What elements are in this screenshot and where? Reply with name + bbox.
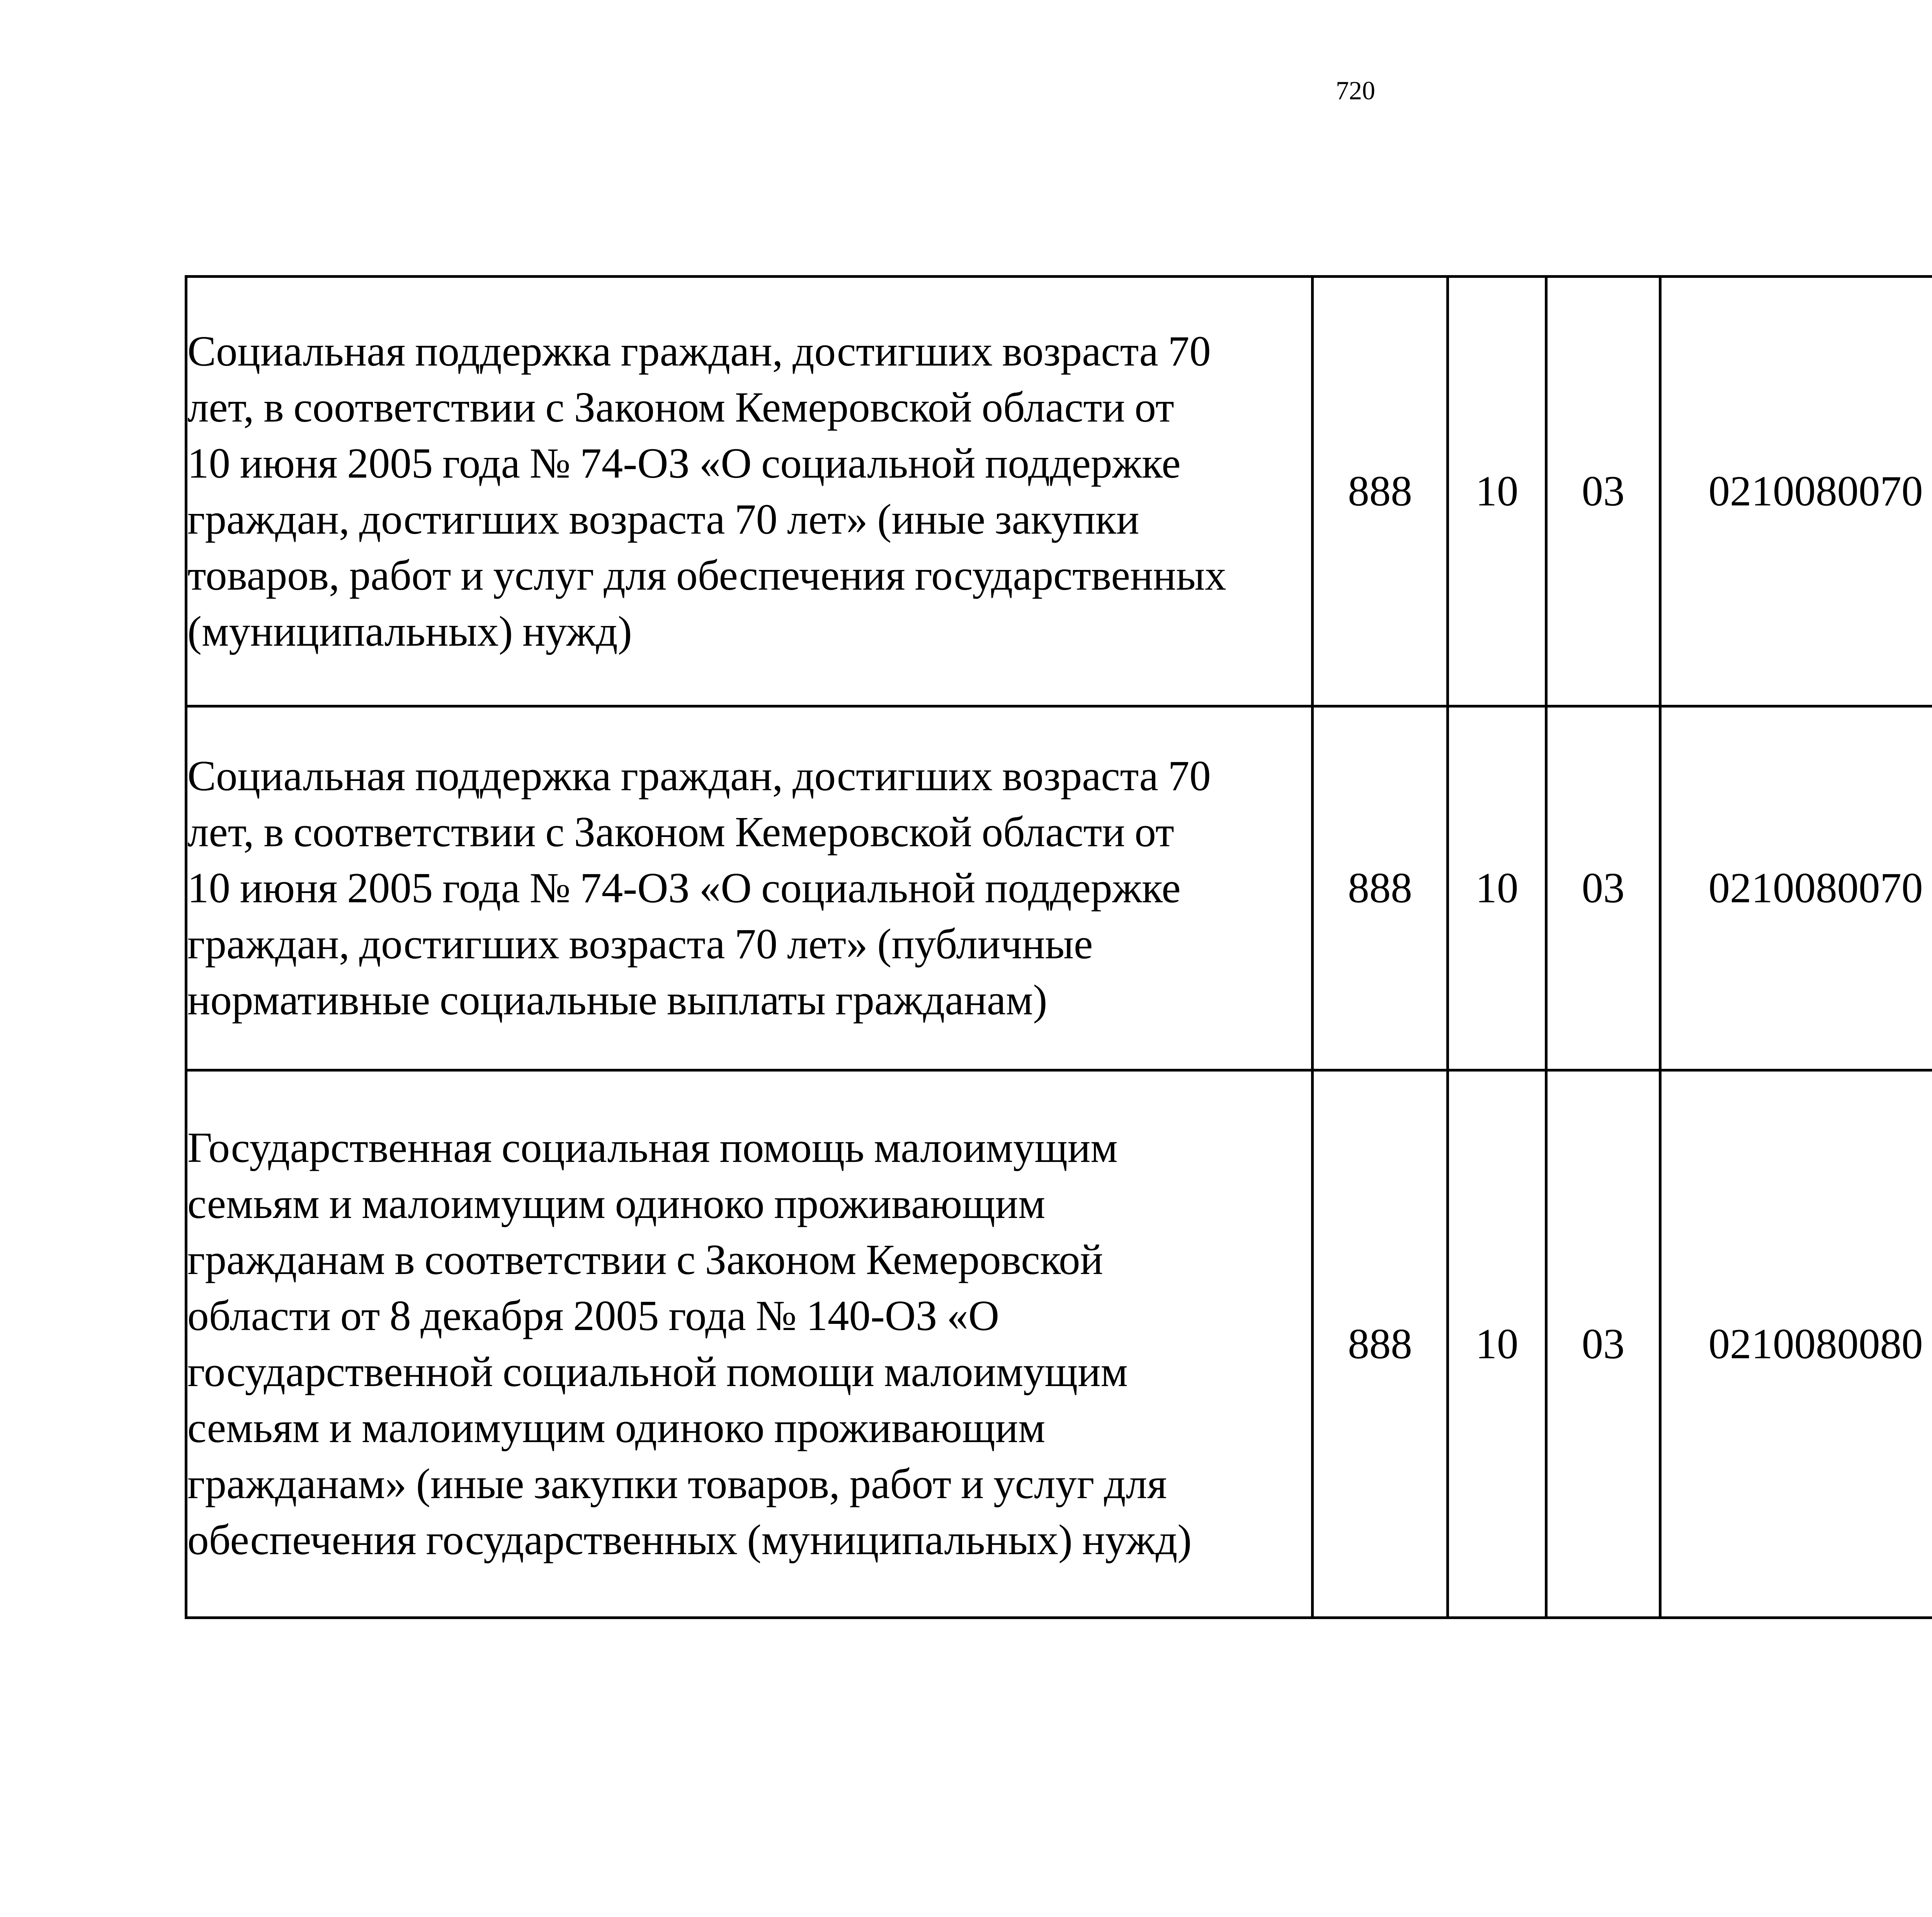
table-row: [186, 706, 1932, 1070]
target-article-code: 0210080070: [1660, 706, 1932, 1070]
row-description: Социальная поддержка граждан, достигших возраста 70 лет, в соответствии с Законом Кемеровской области от 10 июня 2005 года № 74-ОЗ «О социальной поддержке граждан, достигших возраста 70 лет» (иные закупки товаров, работ и услуг для обеспечения государственных (муниципальных) нужд): [186, 277, 1313, 706]
budget-table: [185, 275, 1932, 1619]
target-article-code: 0210080070: [1660, 277, 1932, 706]
ministry-code: 888: [1313, 277, 1448, 706]
ministry-code: 888: [1313, 706, 1448, 1070]
table-row: [186, 277, 1932, 706]
subsection-code: 03: [1546, 1070, 1660, 1618]
row-description: Государственная социальная помощь малоимущим семьям и малоимущим одиноко проживающим гражданам в соответствии с Законом Кемеровской области от 8 декабря 2005 года № 140-ОЗ «О государственной социальной помощи малоимущим семьям и малоимущим одиноко проживающим гражданам» (иные закупки товаров, работ и услуг для обеспечения государственных (муниципальных) нужд): [186, 1070, 1313, 1618]
target-article-code: 0210080080: [1660, 1070, 1932, 1618]
table-row: [186, 1070, 1932, 1618]
section-code: 10: [1448, 706, 1546, 1070]
page-number: 720: [1336, 76, 1375, 105]
row-description: Социальная поддержка граждан, достигших возраста 70 лет, в соответствии с Законом Кемеровской области от 10 июня 2005 года № 74-ОЗ «О социальной поддержке граждан, достигших возраста 70 лет» (публичные нормативные социальные выплаты гражданам): [186, 706, 1313, 1070]
section-code: 10: [1448, 277, 1546, 706]
subsection-code: 03: [1546, 706, 1660, 1070]
section-code: 10: [1448, 1070, 1546, 1618]
subsection-code: 03: [1546, 277, 1660, 706]
ministry-code: 888: [1313, 1070, 1448, 1618]
